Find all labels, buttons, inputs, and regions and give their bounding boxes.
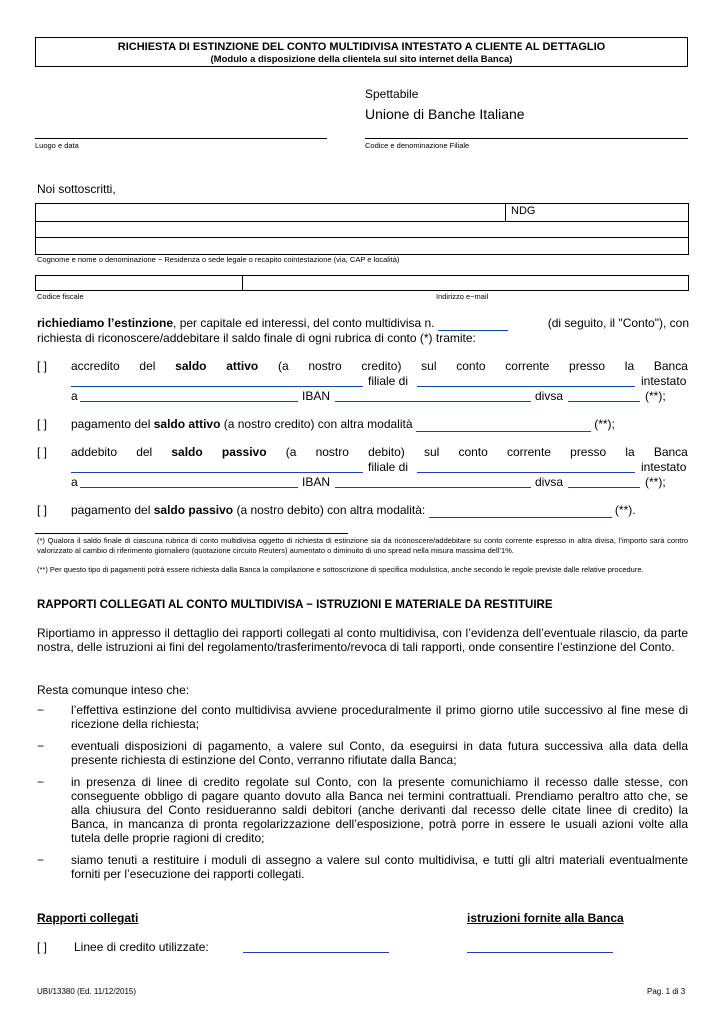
list-item: − siamo tenuti a restituire i moduli di assegno a valere sul conto multidivisa, e tutti gli altri materiali eventualmente forniti per l’esecuzione dei rapporti collegati.	[37, 853, 688, 881]
option2-text: pagamento del saldo attivo (a nostro credito) con altra modalità (**);	[71, 417, 615, 431]
cf-email-grid	[35, 275, 689, 291]
list-item: − in presenza di linee di credito regolate sul Conto, con la presente comunichiamo il recesso dalle stesse, con conseguente obbligo di pagare quanto dovuto alla Banca nei termini contrattuali. Prendiamo peraltro atto che, se alla chiusura del Conto residueranno saldi debitori (anche derivanti dal recesso delle citate linee di credito) la Banca, in mancanza di pronta regolarizzazione dell’esposizione, potrà porre in essere le usuali azioni volte alla tutela delle proprie ragioni di credito;	[37, 775, 688, 845]
col-rapporti-collegati: Rapporti collegati	[37, 911, 139, 925]
name-input-row-3[interactable]	[36, 238, 688, 254]
option1-divisa-field[interactable]	[568, 389, 640, 402]
form-title: RICHIESTA DI ESTINZIONE DEL CONTO MULTIDIVISA INTESTATO A CLIENTE AL DETTAGLIO	[117, 41, 606, 53]
ndg-label: NDG	[511, 205, 536, 217]
option1-bank-field[interactable]	[71, 374, 363, 387]
option3-line1: addebito del saldo passivo (a nostro debito) sul conto corrente presso la Banca	[71, 445, 688, 459]
linee-credito-label: Linee di credito utilizzate:	[74, 940, 209, 954]
page-number: Pag. 1 di 3	[647, 987, 686, 996]
option3-intestato-label: intestato	[641, 460, 687, 474]
codice-filiale-label: Codice e denominazione Filiale	[365, 141, 470, 150]
option3-iban-label: IBAN	[302, 475, 331, 489]
option1-filiale-label: filiale di	[368, 374, 409, 388]
linee-credito-checkbox[interactable]: [ ]	[37, 940, 48, 954]
request-text-2: (di seguito, il "Conto"), con	[547, 316, 689, 330]
col-istruzioni: istruzioni fornite alla Banca	[467, 911, 624, 925]
footnote-separator	[35, 533, 348, 534]
name-input-row-2[interactable]	[36, 222, 688, 237]
option4-checkbox[interactable]: [ ]	[37, 503, 48, 517]
form-subtitle: (Modulo a disposizione della clientela sul sito internet della Banca)	[210, 54, 513, 65]
conto-number-field[interactable]	[438, 316, 508, 331]
resta-inteso: Resta comunque inteso che:	[37, 683, 190, 697]
option2-checkbox[interactable]: [ ]	[37, 417, 48, 431]
request-paragraph	[37, 316, 689, 345]
codice-fiscale-label: Codice fiscale	[37, 292, 84, 301]
footnote-2: (**) Per questo tipo di pagamenti potrà essere richiesta dalla Banca la compilazione e sottoscrizione di specifica modulistica, anche secondo le regole previste dalle relative procedure.	[37, 565, 644, 574]
section-intro: Riportiamo in appresso il dettaglio dei rapporti collegati al conto multidivisa, con l’evidenza dell’eventuale rilascio, da parte nostra, delle istruzioni ai fini del regolamento/trasferimento/revoca di tali rapporti, onde consentire l’estinzione del Conto.	[37, 626, 688, 654]
request-bold: richiediamo l’estinzione	[37, 316, 174, 330]
option1-intestato-label: intestato	[641, 374, 687, 388]
option3-bank-field[interactable]	[71, 460, 363, 473]
option2-modalita-field[interactable]	[416, 417, 591, 432]
option3-a-label: a	[71, 475, 78, 489]
bank-name: Unione di Banche Italiane	[365, 106, 525, 122]
option1-iban-label: IBAN	[302, 389, 331, 403]
email-input[interactable]	[243, 276, 688, 290]
option3-divsa-label: divsa	[535, 475, 564, 489]
codice-filiale-field[interactable]	[365, 138, 688, 139]
option1-a-label: a	[71, 389, 78, 403]
cognome-caption: Cognome e nome o denominazione − Residenza o sede legale o recapito cointestazione (via, CAP e località)	[37, 255, 400, 264]
form-code: UBI/13380 (Ed. 11/12/2015)	[37, 987, 137, 996]
option3-divisa-field[interactable]	[568, 475, 640, 488]
option1-checkbox[interactable]: [ ]	[37, 359, 48, 373]
option3-filiale-label: filiale di	[368, 460, 409, 474]
option1-iban-field[interactable]	[335, 389, 531, 402]
name-input-row-1[interactable]	[36, 205, 504, 220]
request-text-3: richiesta di riconoscere/addebitare il saldo finale di ogni rubrica di conto (*) tramite:	[37, 331, 476, 345]
codice-fiscale-input[interactable]	[36, 276, 241, 290]
linee-credito-istruzioni-field[interactable]	[467, 940, 613, 953]
option4-modalita-field[interactable]	[429, 503, 612, 518]
list-item: − l’effettiva estinzione del conto multidivisa avviene proceduralmente il primo giorno utile successivo al fine mese di ricezione della richiesta;	[37, 703, 688, 731]
email-label: Indirizzo e−mail	[436, 292, 489, 301]
option3-end: (**);	[645, 475, 666, 489]
option1-end: (**);	[645, 389, 666, 403]
noi-sottoscritti: Noi sottoscritti,	[37, 182, 116, 196]
option4-text: pagamento del saldo passivo (a nostro debito) con altra modalità: (**).	[71, 503, 636, 517]
form-header	[35, 37, 688, 67]
luogo-data-field[interactable]	[35, 138, 327, 139]
option1-divsa-label: divsa	[535, 389, 564, 403]
footnote-1: (*) Qualora il saldo finale di ciascuna rubrica di conto multidivisa oggetto di richiesta di estinzione sia da riconoscere/addebitare su conto corrente espresso in altra divisa, l’importo sarà contro valorizzato al cambio di riferimento giornaliero (quotazione circuito Reuters) aumentato o diminuito di uno spread nella misura massima dell’1%.	[37, 536, 688, 555]
request-text-1: , per capitale ed interessi, del conto multidivisa n.	[173, 316, 435, 330]
luogo-data-label: Luogo e data	[35, 141, 79, 150]
section-heading: RAPPORTI COLLEGATI AL CONTO MULTIDIVISA − ISTRUZIONI E MATERIALE DA RESTITUIRE	[37, 599, 553, 611]
option3-filiale-field[interactable]	[417, 460, 635, 473]
option1-line1: accredito del saldo attivo (a nostro credito) sul conto corrente presso la Banca	[71, 359, 688, 373]
option1-intestato-field[interactable]	[80, 389, 298, 402]
list-item: − eventuali disposizioni di pagamento, a valere sul Conto, da eseguirsi in data futura successiva alla data della presente richiesta di estinzione del Conto, verranno rifiutate dalla Banca;	[37, 739, 688, 767]
conditions-list	[37, 703, 688, 881]
option3-iban-field[interactable]	[335, 475, 531, 488]
option1-filiale-field[interactable]	[417, 374, 635, 387]
cointestatari-grid	[35, 203, 689, 255]
option3-intestato-field[interactable]	[80, 475, 298, 488]
linee-credito-field[interactable]	[243, 940, 389, 953]
option3-checkbox[interactable]: [ ]	[37, 445, 48, 459]
salutation: Spettabile	[365, 87, 419, 101]
